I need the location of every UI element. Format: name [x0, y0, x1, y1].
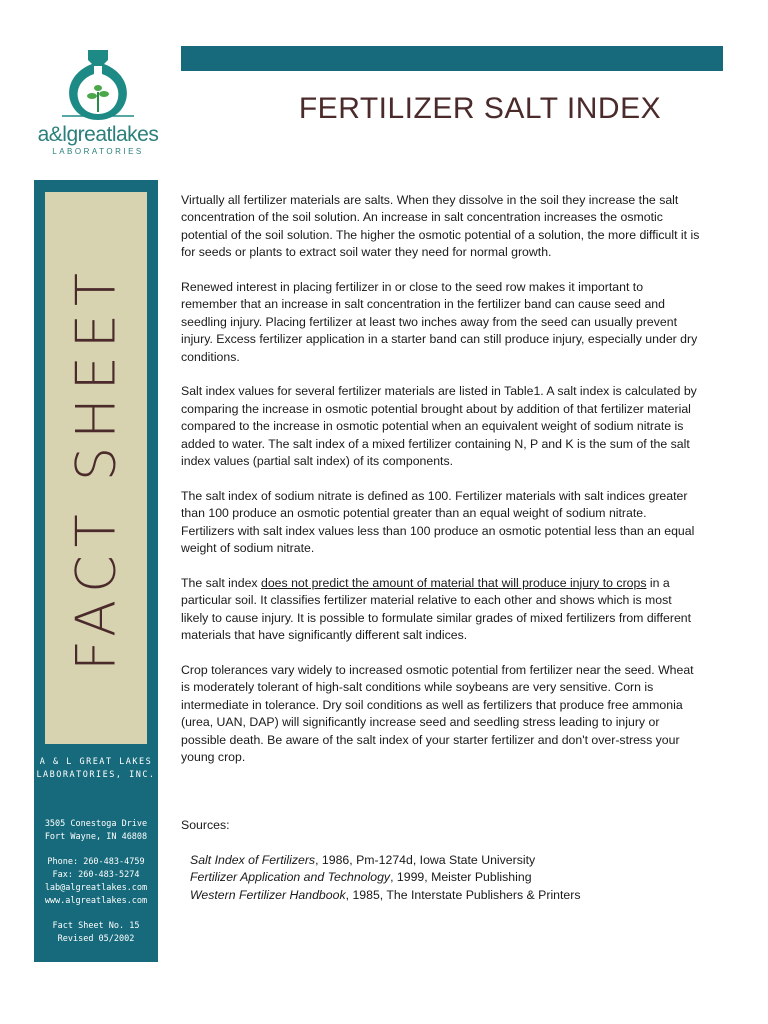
fact-no: Fact Sheet No. 15 — [52, 921, 140, 931]
address — [34, 818, 158, 844]
sources-heading: Sources: — [181, 818, 230, 832]
p5-start: The salt index — [181, 575, 261, 590]
company-line-1: A & L GREAT LAKES — [39, 757, 153, 767]
flask-plant-icon — [58, 44, 138, 124]
logo-name: a&lgreatlakes — [37, 123, 159, 146]
p5-end: in a particular soil. It classifies fertilizer material relative to each other and shows which is most likely to cause injury. It is possible to formulate similar grades of mixed fertilizers from different materials that have significantly different salt indices. — [181, 575, 692, 643]
source-item — [190, 852, 581, 869]
phone: Phone: 260-483-4759 — [47, 857, 145, 867]
source-title: Salt Index of Fertilizers — [190, 853, 316, 867]
page-title: FERTILIZER SALT INDEX — [298, 92, 662, 125]
address-line-1: 3505 Conestoga Drive — [44, 819, 148, 829]
source-details: , 1999, Meister Publishing — [390, 870, 532, 885]
paragraph-3: Salt index values for several fertilizer materials are listed in Table1. A salt index is calculated by comparing the increase in osmotic potential brought about by addition of that fertilizer material compared to the increase in osmotic potential when an equivalent weight of sodium nitrate is added to water. The salt index of a mixed fertilizer containing N, P and K is the sum of the salt index values (partial salt index) of its components. — [181, 384, 697, 469]
fax: Fax: 260-483-5274 — [52, 870, 140, 880]
source-details: , 1985, The Interstate Publishers & Printers — [345, 887, 581, 902]
source-item — [190, 887, 581, 904]
company-logo — [16, 44, 180, 162]
logo-subtitle: LABORATORIES — [52, 147, 144, 156]
website-link[interactable]: www.algreatlakes.com — [44, 896, 148, 906]
fact-sheet-number — [34, 920, 158, 946]
source-item — [190, 869, 581, 886]
sidebar — [34, 180, 158, 962]
paragraph-2: Renewed interest in placing fertilizer in or close to the seed row makes it important to remember that an increase in salt concentration in the fertilizer band can cause seed and seedling injury. Placing fertilizer at least two inches away from the seed can usually prevent injury. Excess fertilizer application in a starter band can still produce injury, especially under dry conditions. — [181, 280, 698, 364]
fact-sheet-label: FACT SHEET — [64, 264, 128, 672]
p5-underlined: does not predict the amount of material that will produce injury to crops — [260, 575, 647, 590]
header-bar — [181, 46, 723, 71]
paragraph-5 — [181, 575, 701, 645]
paragraph-4: The salt index of sodium nitrate is defined as 100. Fertilizer materials with salt indices greater than 100 produce an osmotic potential greater than an equal weight of sodium nitrate. Fertilizers with salt index values less than 100 produce an osmotic potential less than an equal weight of sodium nitrate. — [181, 488, 695, 556]
source-title: Fertilizer Application and Technology — [190, 870, 391, 885]
contact-info — [34, 856, 158, 908]
source-details: , 1986, Pm-1274d, Iowa State University — [315, 853, 536, 867]
company-name — [34, 756, 158, 782]
paragraph-1: Virtually all fertilizer materials are salts. When they dissolve in the soil they increase the salt concentration of the soil solution. An increase in salt concentration increases the osmotic potential of the soil solution. The higher the osmotic potential of a solution, the more difficult it is for seeds or plants to extract soil water they need for normal growth. — [181, 193, 700, 260]
email-link[interactable]: lab@algreatlakes.com — [44, 883, 148, 893]
sources-list — [190, 852, 581, 904]
paragraph-6: Crop tolerances vary widely to increased osmotic potential from fertilizer near the seed. Wheat is moderately tolerant of high-salt conditions while soybeans are very sensitive. Corn is intermediate in tolerance. Dry soil conditions as well as fertilizers that produce free ammonia (urea, UAN, DAP) will significantly increase seed and seedling stress leading to injury or possible death. Be aware of the salt index of your starter fertilizer and don't over-stress your young crop. — [181, 662, 694, 764]
company-line-2: LABORATORIES, INC. — [36, 770, 156, 780]
body-text — [181, 192, 701, 784]
revised-date: Revised 05/2002 — [57, 934, 135, 944]
address-line-2: Fort Wayne, IN 46808 — [44, 832, 148, 842]
fact-sheet-panel — [45, 192, 147, 744]
source-title: Western Fertilizer Handbook — [190, 887, 346, 902]
